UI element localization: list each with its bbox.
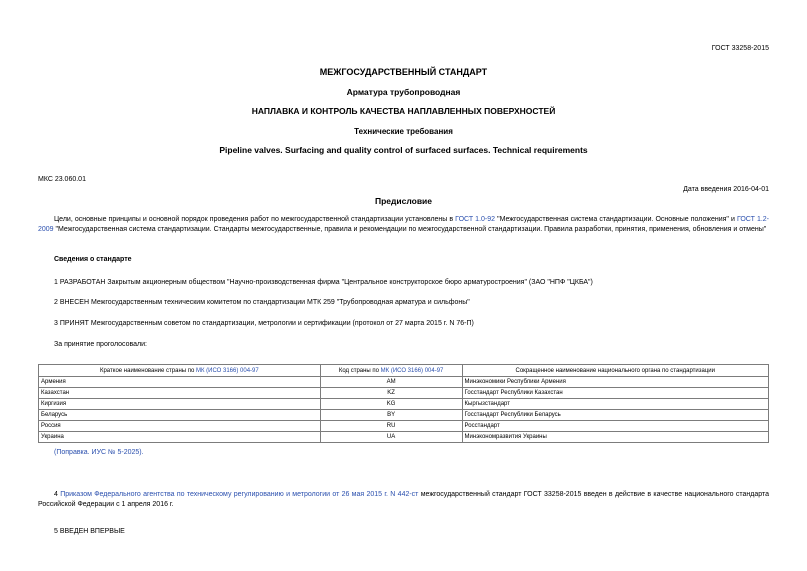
item-submitted: 2 ВНЕСЕН Межгосударственным техническим комитетом по стандартизации МТК 259 "Трубопроводная арматура и сильфоны" — [54, 299, 470, 306]
gost-1-0-link[interactable]: ГОСТ 1.0-92 — [455, 216, 496, 223]
order-link[interactable]: Приказом Федерального агентства по техническому регулированию и метрологии от 26 мая 2015 г. N 442-ст — [60, 491, 419, 498]
cell-code: UA — [320, 432, 462, 443]
cell-code: RU — [320, 421, 462, 432]
paragraph-text: "Межгосударственная система стандартизации. Основные положения" и — [495, 216, 737, 223]
table-row — [39, 432, 769, 443]
item-adopted: 3 ПРИНЯТ Межгосударственным советом по стандартизации, метрологии и сертификации (протокол от 27 марта 2015 г. N 76-П) — [54, 320, 474, 327]
introduction-date: Дата введения 2016-04-01 — [683, 186, 769, 193]
cell-code: BY — [320, 410, 462, 421]
cell-body: Кыргызстандарт — [462, 399, 768, 410]
document-subtitle: Технические требования — [354, 127, 453, 136]
foreword-heading: Предисловие — [374, 196, 433, 206]
voted-label: За принятие проголосовали: — [54, 341, 147, 348]
english-title: Pipeline valves. Surfacing and quality control of surfaced surfaces. Technical requirements — [219, 145, 588, 155]
mk-iso-link[interactable]: МК (ИСО 3166) 004-97 — [380, 367, 444, 374]
paragraph-text: "Межгосударственная система стандартизации. Стандарты межгосударственные, правила и рекомендации по межгосударственной стандартизации. Правила разработки, принятия, применения, обновления и отмены" — [53, 226, 767, 233]
subject-heading: Арматура трубопроводная — [346, 87, 461, 97]
voting-table — [38, 364, 769, 443]
amendment-link[interactable]: (Поправка. ИУС № 5-2025). — [54, 449, 144, 456]
table-row — [39, 377, 769, 388]
standard-type-heading: МЕЖГОСУДАРСТВЕННЫЙ СТАНДАРТ — [319, 67, 488, 77]
cell-country: Казахстан — [39, 388, 321, 399]
table-row — [39, 399, 769, 410]
cell-country: Украина — [39, 432, 321, 443]
mks-code: МКС 23.060.01 — [38, 176, 86, 183]
about-standard-heading: Сведения о стандарте — [54, 256, 132, 263]
foreword-paragraph — [38, 215, 769, 235]
cell-body: Минэкономразвития Украины — [462, 432, 768, 443]
cell-country: Россия — [39, 421, 321, 432]
order-paragraph — [38, 490, 769, 510]
gost-1-2-link[interactable]: ГОСТ 1.2-2009 — [38, 216, 770, 233]
table-row — [39, 388, 769, 399]
cell-code: KZ — [320, 388, 462, 399]
mk-iso-link[interactable]: МК (ИСО 3166) 004-97 — [196, 367, 259, 374]
item-developed: 1 РАЗРАБОТАН Закрытым акционерным обществом "Научно-производственная фирма "Центральное конструкторское бюро арматуростроения" (ЗАО "НПФ "ЦКБА") — [54, 279, 593, 286]
item-first-introduced: 5 ВВЕДЕН ВПЕРВЫЕ — [54, 528, 125, 535]
header-body: Сокращенное наименование национального органа по стандартизации — [462, 365, 768, 377]
cell-code: AM — [320, 377, 462, 388]
table-row — [39, 421, 769, 432]
cell-body: Госстандарт Республики Казахстан — [462, 388, 768, 399]
document-id: ГОСТ 33258-2015 — [711, 45, 769, 52]
cell-body: Минэкономики Республики Армения — [462, 377, 768, 388]
header-country: Краткое наименование страны по МК (ИСО 3166) 004-97 — [39, 365, 321, 377]
paragraph-text: Цели, основные принципы и основной порядок проведения работ по межгосударственной стандартизации установлены в — [54, 216, 456, 223]
table-row — [39, 410, 769, 421]
paragraph-text: межгосударственный стандарт ГОСТ 33258-2015 введен в действие в качестве национального стандарта Российской Федерации с 1 апреля 2016 г. — [38, 491, 769, 508]
cell-country: Киргизия — [39, 399, 321, 410]
table-header-row — [39, 365, 769, 377]
cell-code: KG — [320, 399, 462, 410]
document-title: НАПЛАВКА И КОНТРОЛЬ КАЧЕСТВА НАПЛАВЛЕННЫХ ПОВЕРХНОСТЕЙ — [251, 106, 556, 116]
item-number: 4 — [54, 491, 61, 498]
cell-body: Росстандарт — [462, 421, 768, 432]
header-code: Код страны по МК (ИСО 3166) 004-97 — [320, 365, 462, 377]
cell-body: Госстандарт Республики Беларусь — [462, 410, 768, 421]
cell-country: Беларусь — [39, 410, 321, 421]
cell-country: Армения — [39, 377, 321, 388]
